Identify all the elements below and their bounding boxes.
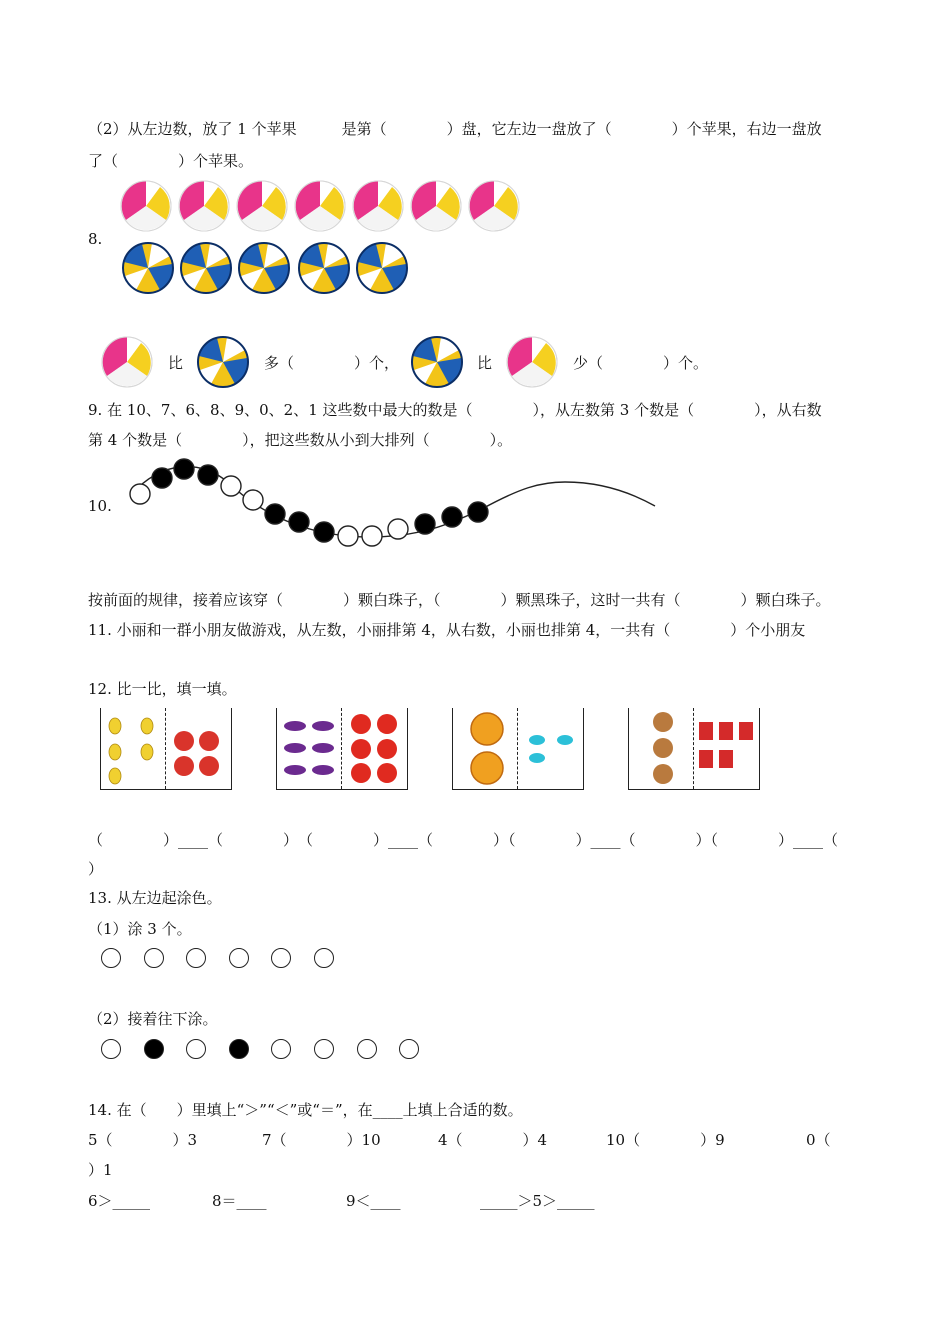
q8-balls-figure <box>118 178 538 298</box>
eggplant-group <box>281 716 341 786</box>
q14-fill-1: 6＞_____ <box>88 1192 151 1210</box>
black-bead <box>442 507 462 527</box>
q7-part2-line2: 了（ ）个苹果。 <box>88 152 254 170</box>
q14-compare-2: 7（ ）10 <box>262 1131 381 1149</box>
q14-compare-1: 5（ ）3 <box>88 1131 198 1149</box>
white-bead <box>243 490 263 510</box>
beachball-row <box>121 181 519 231</box>
compare-bi-1: 比 <box>168 354 184 372</box>
beachball-icon <box>100 336 156 388</box>
q13-title: 13. 从左边起涂色。 <box>88 889 222 907</box>
q9-line1: 9. 在 10、7、6、8、9、0、2、1 这些数中最大的数是（ ），从左数第 3 个数是（ ），从右数 <box>88 401 822 419</box>
volleyball-icon <box>196 336 252 388</box>
bear-group <box>647 710 679 788</box>
empty-circle[interactable] <box>186 948 206 968</box>
q14-compare-5-wrap: ）1 <box>88 1161 113 1179</box>
q10-text: 按前面的规律，接着应该穿（ ）颗白珠子，（ ）颗黑珠子，这时一共有（ ）颗白珠子。 <box>88 591 831 609</box>
q8-number: 8. <box>88 230 103 248</box>
compare-more-text: 多（ ）个， <box>264 354 400 372</box>
sunflower-group <box>465 710 509 788</box>
empty-circle[interactable] <box>314 1039 334 1059</box>
empty-circle[interactable] <box>186 1039 206 1059</box>
black-bead <box>152 468 172 488</box>
q9-line2: 第 4 个数是（ ），把这些数从小到大排列（ ）。 <box>88 431 513 449</box>
empty-circle[interactable] <box>229 948 249 968</box>
q10-number: 10. <box>88 497 112 515</box>
white-bead <box>388 519 408 539</box>
empty-circle[interactable] <box>314 948 334 968</box>
q11-text: 11. 小丽和一群小朋友做游戏，从左数，小丽排第 4，从右数，小丽也排第 4，一共有（ ）个小朋友 <box>88 621 806 639</box>
empty-circle[interactable] <box>271 1039 291 1059</box>
q14-fill-4: _____＞5＞_____ <box>480 1192 595 1210</box>
q12-answer-line1: （ ）____（ ） （ ）____（ ）（ ）____（ ）（ ）____（ <box>88 831 839 849</box>
robot-group <box>695 718 757 778</box>
white-bead <box>130 484 150 504</box>
q13-part2: （2）接着往下涂。 <box>88 1010 218 1028</box>
q7-part2-line1: （2）从左边数，放了 1 个苹果 是第（ ）盘，它左边一盘放了（ ）个苹果，右边一盘放 <box>88 120 822 138</box>
empty-circle[interactable] <box>101 948 121 968</box>
q12-title: 12. 比一比，填一填。 <box>88 680 237 698</box>
q14-title: 14. 在（ ）里填上“＞”“＜”或“＝”，在____上填上合适的数。 <box>88 1101 523 1119</box>
black-bead <box>174 459 194 479</box>
compare-less-text: 少（ ）个。 <box>573 354 709 372</box>
black-bead <box>468 502 488 522</box>
black-bead <box>314 522 334 542</box>
empty-circle[interactable] <box>399 1039 419 1059</box>
q12-answer-line2: ） <box>88 860 104 878</box>
black-bead <box>289 512 309 532</box>
q13-part1: （1）涂 3 个。 <box>88 920 192 938</box>
pear-group <box>105 712 161 786</box>
q14-fill-3: 9＜____ <box>346 1192 401 1210</box>
apple-group <box>171 728 227 778</box>
q14-compare-5: 0（ <box>806 1131 831 1149</box>
compare-box-eggplant-tomato <box>276 708 408 790</box>
filled-circle[interactable] <box>144 1039 164 1059</box>
white-bead <box>362 526 382 546</box>
empty-circle[interactable] <box>101 1039 121 1059</box>
empty-circle[interactable] <box>271 948 291 968</box>
black-bead <box>415 514 435 534</box>
volleyball-row <box>123 243 407 293</box>
q14-fill-2: 8＝____ <box>212 1192 267 1210</box>
beads <box>130 459 488 546</box>
filled-circle[interactable] <box>229 1039 249 1059</box>
empty-circle[interactable] <box>357 1039 377 1059</box>
volleyball-icon <box>410 336 466 388</box>
empty-circle[interactable] <box>144 948 164 968</box>
bead-string-figure <box>120 452 665 552</box>
white-bead <box>221 476 241 496</box>
compare-box-pear-apple <box>100 708 232 790</box>
compare-box-sunflower-candy <box>452 708 584 790</box>
black-bead <box>265 504 285 524</box>
candy-group <box>523 728 579 768</box>
q14-compare-4: 10（ ）9 <box>606 1131 725 1149</box>
q14-compare-3: 4（ ）4 <box>438 1131 548 1149</box>
white-bead <box>338 526 358 546</box>
compare-box-bear-robot <box>628 708 760 790</box>
black-bead <box>198 465 218 485</box>
compare-bi-2: 比 <box>477 354 493 372</box>
tomato-group <box>347 710 405 786</box>
beachball-icon <box>505 336 561 388</box>
